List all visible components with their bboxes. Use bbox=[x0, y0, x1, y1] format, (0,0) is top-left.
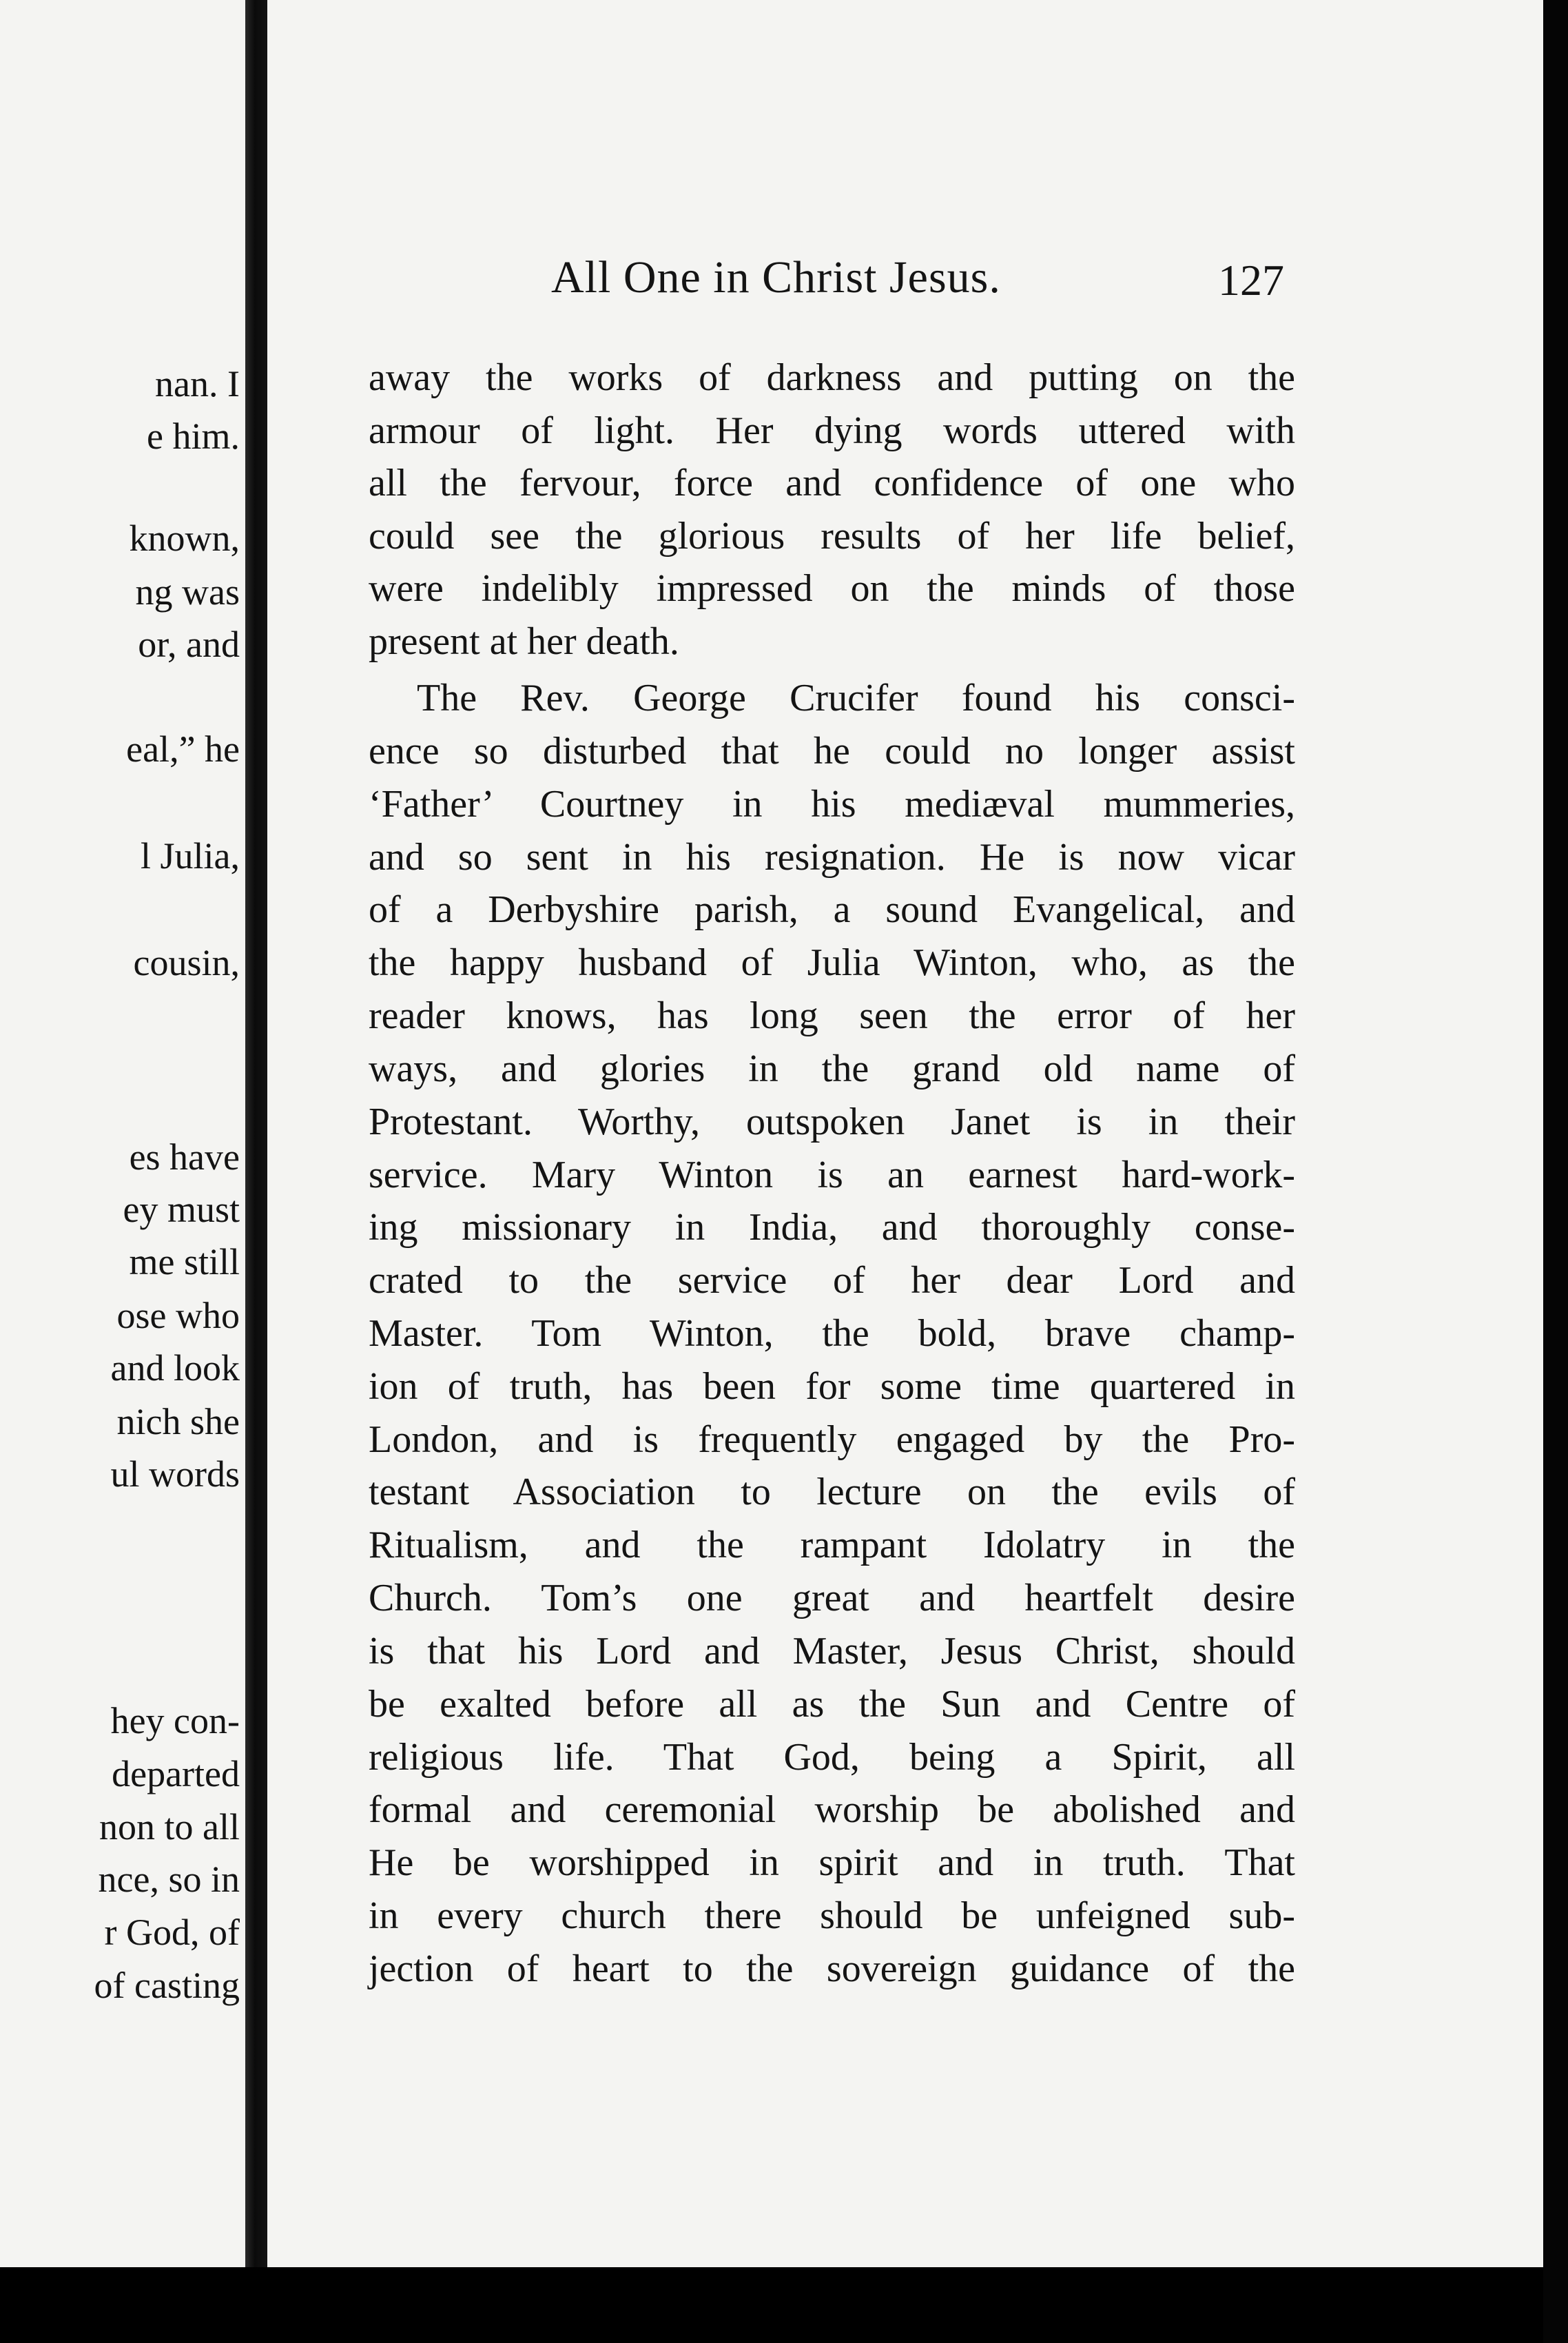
text-line: all the fervour, force and confidence of one who bbox=[369, 462, 1295, 504]
text-line: of a Derbyshire parish, a sound Evangelical, and bbox=[369, 888, 1295, 931]
text-line: armour of light. Her dying words uttered with bbox=[369, 409, 1295, 452]
text-line: in every church there should be unfeigned sub- bbox=[369, 1894, 1295, 1937]
left-fragment: e him. bbox=[147, 416, 240, 457]
left-fragment: departed bbox=[112, 1753, 240, 1794]
text-line: crated to the service of her dear Lord and bbox=[369, 1259, 1295, 1302]
left-fragment: ul words bbox=[110, 1453, 240, 1495]
text-line: ing missionary in India, and thoroughly conse- bbox=[369, 1206, 1295, 1249]
left-fragment: ng was bbox=[135, 571, 240, 613]
text-line: The Rev. George Crucifer found his consci- bbox=[417, 677, 1295, 719]
left-fragment: hey con- bbox=[110, 1700, 240, 1741]
text-line: Church. Tom’s one great and heartfelt desire bbox=[369, 1577, 1295, 1619]
text-line: ion of truth, has been for some time quartered in bbox=[369, 1365, 1295, 1408]
left-fragment: or, and bbox=[138, 624, 240, 665]
text-line: present at her death. bbox=[369, 620, 679, 663]
text-line: religious life. That God, being a Spirit, all bbox=[369, 1736, 1295, 1779]
text-line: ence so disturbed that he could no longer assist bbox=[369, 730, 1295, 773]
left-fragment: ose who bbox=[116, 1295, 240, 1336]
text-line: ‘Father’ Courtney in his mediæval mummeries, bbox=[369, 783, 1295, 826]
text-line: Ritualism, and the rampant Idolatry in the bbox=[369, 1524, 1295, 1566]
text-line: Protestant. Worthy, outspoken Janet is in their bbox=[369, 1101, 1295, 1143]
left-page bbox=[0, 0, 247, 2267]
text-line: London, and is frequently engaged by the Pro- bbox=[369, 1418, 1295, 1461]
text-line: service. Mary Winton is an earnest hard-work- bbox=[369, 1154, 1295, 1196]
text-line: away the works of darkness and putting on the bbox=[369, 356, 1295, 399]
left-fragment: nan. I bbox=[155, 363, 240, 405]
left-fragment: and look bbox=[110, 1347, 240, 1389]
text-line: formal and ceremonial worship be abolished and bbox=[369, 1788, 1295, 1831]
left-fragment: me still bbox=[129, 1241, 240, 1282]
book-gutter bbox=[245, 0, 269, 2267]
left-fragment: nce, so in bbox=[98, 1859, 240, 1900]
text-line: reader knows, has long seen the error of her bbox=[369, 994, 1295, 1037]
left-fragment: es have bbox=[129, 1136, 240, 1178]
text-line: and so sent in his resignation. He is now vicar bbox=[369, 836, 1295, 879]
text-line: jection of heart to the sovereign guidance of the bbox=[369, 1947, 1295, 1990]
page-edge-shadow bbox=[1543, 0, 1568, 2343]
left-fragment: eal,” he bbox=[126, 728, 240, 770]
running-header-title: All One in Christ Jesus. bbox=[551, 252, 1001, 303]
left-fragment: of casting bbox=[94, 1965, 240, 2006]
text-line: testant Association to lecture on the evils of bbox=[369, 1471, 1295, 1513]
left-fragment: r God, of bbox=[104, 1912, 240, 1953]
text-line: Master. Tom Winton, the bold, brave champ- bbox=[369, 1312, 1295, 1355]
text-line: be exalted before all as the Sun and Centre of bbox=[369, 1683, 1295, 1726]
text-line: could see the glorious results of her life belief, bbox=[369, 515, 1295, 557]
text-line: were indelibly impressed on the minds of those bbox=[369, 567, 1295, 610]
left-fragment: nich she bbox=[116, 1401, 240, 1442]
text-line: ways, and glories in the grand old name of bbox=[369, 1047, 1295, 1090]
left-fragment: l Julia, bbox=[141, 835, 240, 877]
left-fragment: non to all bbox=[99, 1806, 240, 1848]
text-line: the happy husband of Julia Winton, who, as the bbox=[369, 941, 1295, 984]
page-number: 127 bbox=[1218, 256, 1284, 305]
text-line: is that his Lord and Master, Jesus Christ, should bbox=[369, 1630, 1295, 1672]
left-fragment: ey must bbox=[123, 1189, 240, 1230]
left-fragment: known, bbox=[129, 518, 240, 559]
left-fragment: cousin, bbox=[133, 942, 240, 983]
text-line: He be worshipped in spirit and in truth. That bbox=[369, 1841, 1295, 1884]
